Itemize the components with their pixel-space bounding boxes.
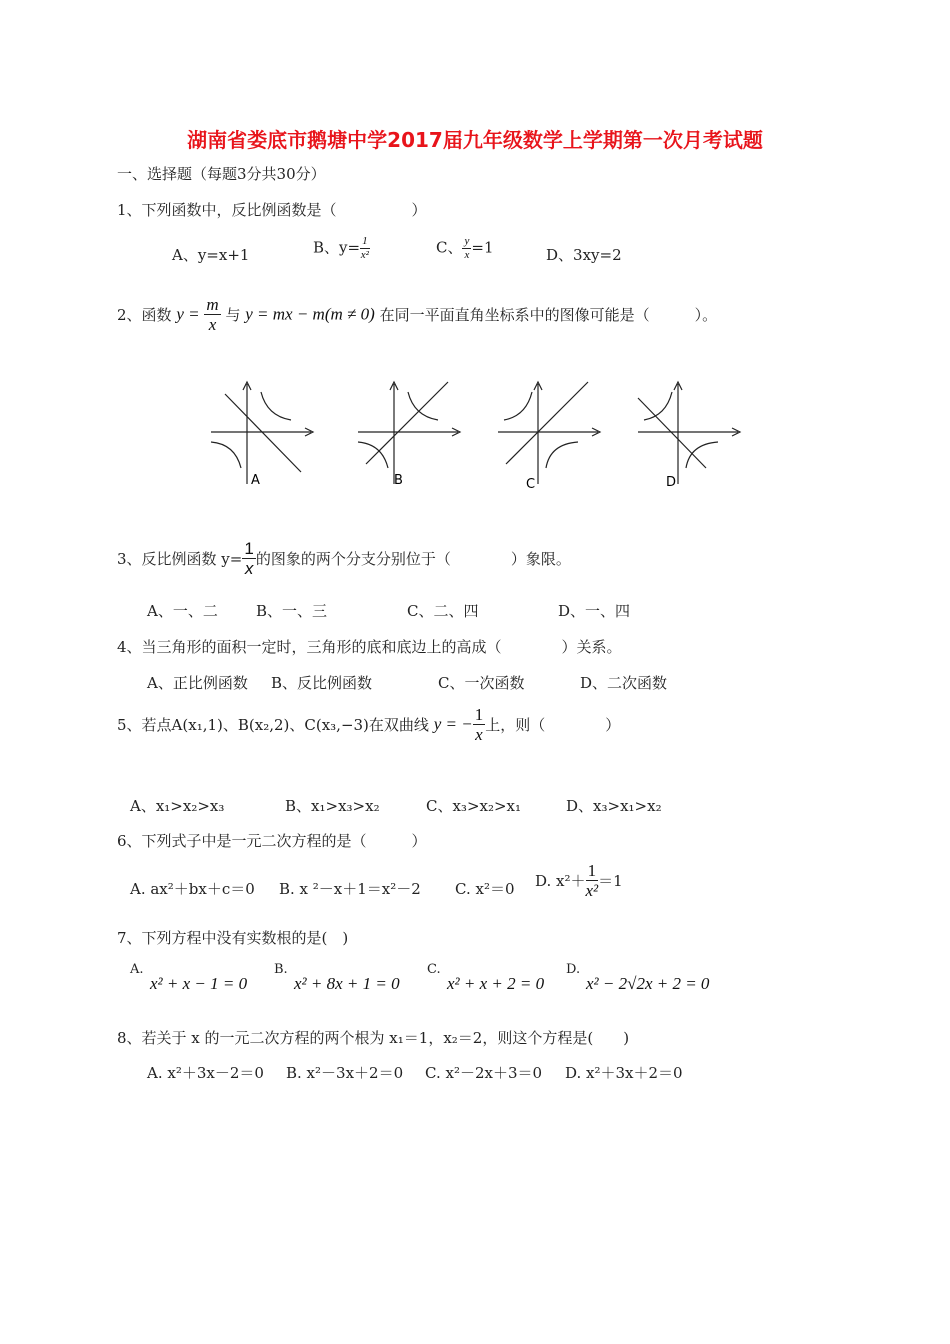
q7-label-c: C. [427,962,441,977]
q7-label-d: D. [566,962,581,977]
q8-option-a: A. x²＋3x－2＝0 [147,1064,264,1082]
q5-option-d: D、x₃>x₁>x₂ [566,797,662,815]
q3-option-a: A、一、二 [147,602,218,620]
q1-option-b: B、y= $\frac{1}{\text{x²}}$ [313,235,369,261]
q3-option-b: B、一、三 [256,602,328,620]
q5-option-a: A、x₁>x₂>x₃ [130,797,225,815]
question-2-stem: 2、函数 y = $\frac{m}{x}$ 与 y = mx − m(m ≠ 0) 在同一平面直角坐标系中的图像可能是（ ）。 [117,295,718,334]
q1-option-d: D、3xy=2 [546,246,622,264]
q5-option-b: B、x₁>x₃>x₂ [285,797,380,815]
graph-c-label: C [526,477,536,490]
question-1-stem: 1、下列函数中，反比例函数是（ ） [117,201,427,219]
graph-a-label: A [251,473,260,488]
q3-option-d: D、一、四 [558,602,631,620]
graph-d-label: D [666,475,677,490]
q8-option-b: B. x²－3x＋2＝0 [286,1064,404,1082]
q7-label-a: A. [130,962,144,977]
graph-b-label: B [394,473,403,488]
q6-option-d: D. x²＋ $\frac{1}{\text{x²}}$ ＝1 [535,861,623,900]
graph-b [352,380,467,490]
q1-option-c: C、 $\frac{y}{x}$ =1 [436,235,494,261]
q6-option-b: B. x ²－x＋1＝x²－2 [279,880,421,898]
question-6-stem: 6、下列式子中是一元二次方程的是（ ） [117,832,427,850]
q8-option-c: C. x²－2x＋3＝0 [425,1064,543,1082]
question-3-stem: 3、反比例函数 y= $\frac{1}{x}$ 的图象的两个分支分别位于（ ）象限。 [117,539,571,578]
question-4-stem: 4、当三角形的面积一定时，三角形的底和底边上的高成（ ）关系。 [117,638,622,656]
q7-equation-b: x² + 8x + 1 = 0 [294,974,400,993]
q6-option-c: C. x²＝0 [455,880,515,898]
q8-option-d: D. x²＋3x＋2＝0 [565,1064,683,1082]
page-title: 湖南省娄底市鹅塘中学2017届九年级数学上学期第一次月考试题 [187,128,763,152]
q4-option-d: D、二次函数 [580,674,668,692]
question-8-stem: 8、若关于 x 的一元二次方程的两个根为 x₁＝1，x₂＝2，则这个方程是( ) [117,1029,630,1047]
q7-equation-c: x² + x + 2 = 0 [447,974,545,993]
q4-option-b: B、反比例函数 [271,674,373,692]
q6-option-a: A. ax²＋bx＋c＝0 [130,880,255,898]
q7-equation-d: x² − 2√2x + 2 = 0 [586,974,710,993]
q7-label-b: B. [274,962,288,977]
question-5-stem: 5、若点A(x₁,1)、B(x₂,2)、C(x₃,−3)在双曲线 y = − $\frac{1}{x}$ 上，则（ ） [117,705,621,744]
graph-d [632,380,747,490]
q3-option-c: C、二、四 [407,602,479,620]
q7-equation-a: x² + x − 1 = 0 [150,974,248,993]
graph-c [492,380,607,490]
q5-option-c: C、x₃>x₂>x₁ [426,797,522,815]
graph-a [205,380,320,490]
q4-option-c: C、一次函数 [438,674,525,692]
section-heading: 一、选择题（每题3分共30分） [117,165,326,183]
q1-option-a: A、y=x+1 [172,246,250,264]
question-7-stem: 7、下列方程中没有实数根的是( ) [117,929,349,947]
q4-option-a: A、正比例函数 [147,674,248,692]
